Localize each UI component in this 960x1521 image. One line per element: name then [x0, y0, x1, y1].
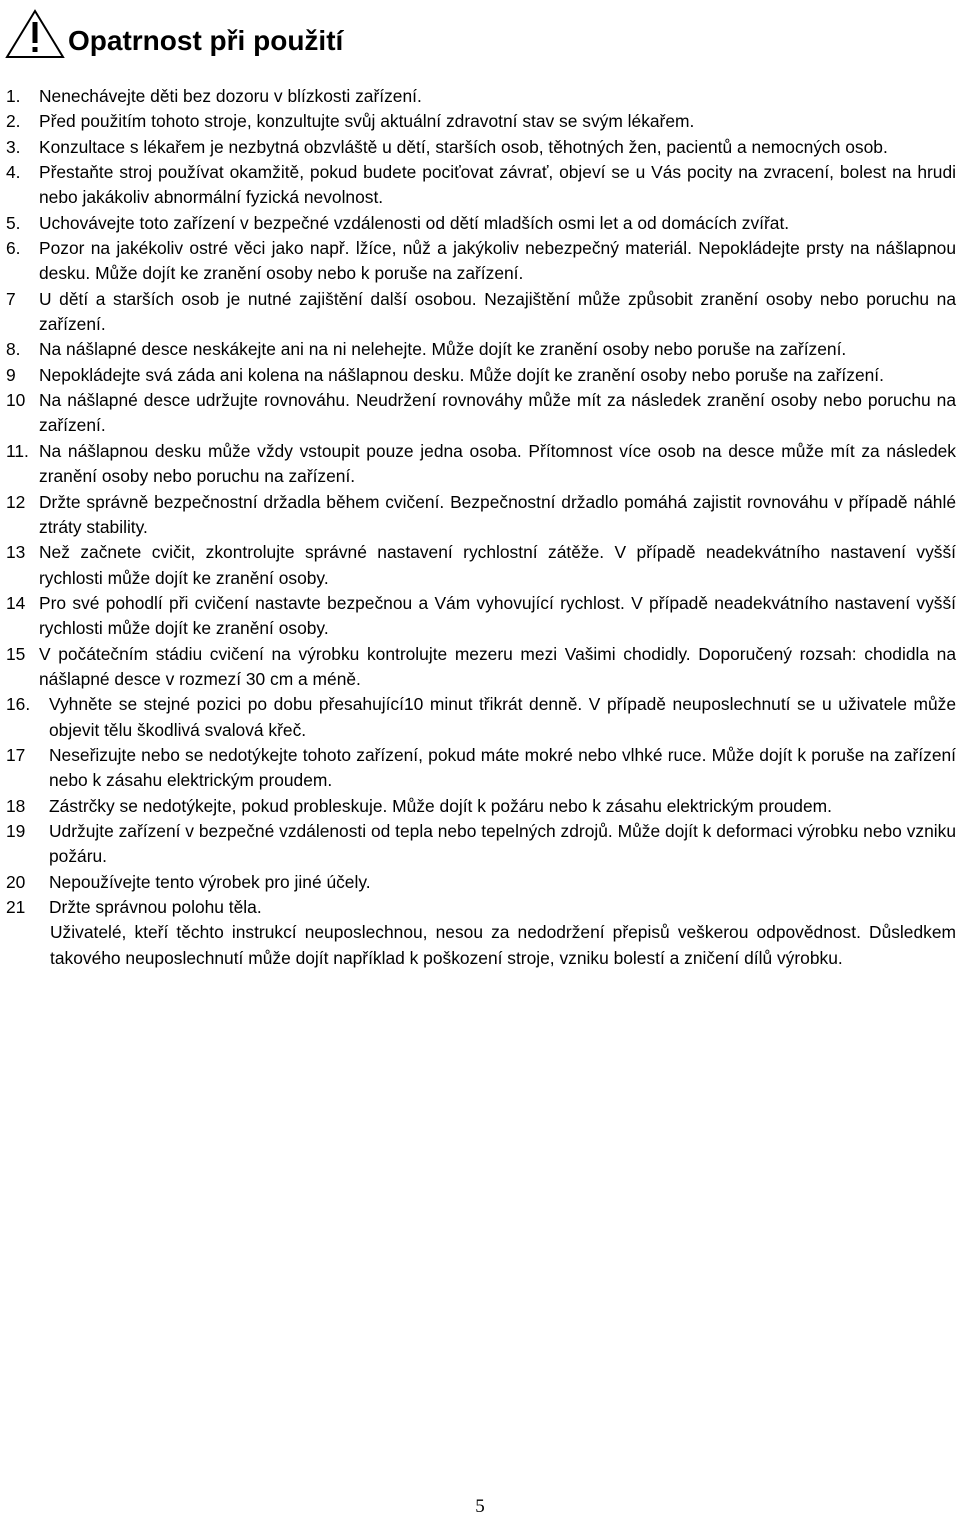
page-title: Opatrnost při použití — [68, 25, 344, 56]
item-number: 11. — [6, 440, 29, 461]
item-text: U dětí a starších osob je nutné zajištění další osobou. Nezajištění může způsobit zranění osoby nebo poruchu na zařízení. — [39, 288, 956, 335]
item-text: Nepoužívejte tento výrobek pro jiné účely. — [49, 871, 371, 892]
header — [4, 4, 343, 64]
item-number: 20 — [6, 871, 26, 892]
list-item — [6, 591, 956, 642]
warning-triangle-icon — [4, 8, 66, 60]
item-text: V počátečním stádiu cvičení na výrobku kontrolujte mezeru mezi Vašimi chodidly. Doporučený rozsah: chodidla na nášlapné desce v rozmezí 30 cm a méně. — [39, 643, 956, 689]
item-text: Na nášlapnou desku může vždy vstoupit pouze jedna osoba. Přítomnost více osob na desce může mít za následek zranění osoby nebo poruchu na zařízení. — [39, 440, 956, 487]
item-number: 5. — [6, 212, 21, 233]
list-item — [6, 84, 956, 109]
item-number: 12 — [6, 491, 26, 512]
list-item — [6, 388, 956, 439]
list-item — [6, 287, 956, 338]
item-text: Zástrčky se nedotýkejte, pokud probleskuje. Může dojít k požáru nebo k zásahu elektrickým proudem. — [49, 795, 832, 816]
item-number: 17 — [6, 744, 26, 765]
list-item — [6, 743, 956, 794]
item-text: Na nášlapné desce neskákejte ani na ni nelehejte. Může dojít ke zranění osoby nebo poruše na zařízení. — [39, 339, 847, 360]
item-number: 13 — [6, 542, 26, 563]
item-number: 18 — [6, 795, 26, 816]
item-number: 19 — [6, 820, 26, 841]
item-text: Vyhněte se stejné pozici po dobu přesahující10 minut třikrát denně. V případě neuposlechnutí se u uživatele může objevit tělu škodlivá svalová křeč. — [49, 694, 956, 740]
item-number: 9 — [6, 364, 16, 385]
list-item — [6, 490, 956, 541]
item-text: Přestaňte stroj používat okamžitě, pokud budete pociťovat závrať, objeví se u Vás pocity na zvracení, bolest na hrudi nebo jakákoliv abnormální fyzická nevolnost. — [39, 162, 956, 208]
item-text: Před použitím tohoto stroje, konzultujte svůj aktuální zdravotní stav se svým lékařem. — [39, 111, 695, 132]
closing-paragraph: Uživatelé, kteří těchto instrukcí neuposlechnou, nesou za nedodržení přepisů veškerou odpovědnost. Důsledkem takového neuposlechnutí může dojít například k poškození stroje, vzniku bolestí a zničení dílů výrobku. — [50, 922, 956, 968]
item-text: Na nášlapné desce udržujte rovnováhu. Neudržení rovnováhy může mít za následek zranění osoby nebo poruchu na zařízení. — [39, 390, 956, 436]
list-item — [6, 160, 956, 211]
item-number: 2. — [6, 111, 21, 132]
item-number: 7 — [6, 288, 16, 309]
item-number: 15 — [6, 643, 26, 664]
list-item — [6, 642, 956, 693]
list-item — [6, 439, 956, 490]
item-number: 1. — [6, 86, 21, 106]
item-text: Pro své pohodlí při cvičení nastavte bezpečnou a Vám vyhovující rychlost. V případě neadekvátního nastavení vyšší rychlosti může dojít ke zranění osoby. — [39, 592, 956, 639]
list-item — [6, 135, 956, 160]
item-text: Nenechávejte děti bez dozoru v blízkosti zařízení. — [39, 86, 422, 106]
item-text: Nepokládejte svá záda ani kolena na nášlapnou desku. Může dojít ke zranění osoby nebo poruše na zařízení. — [39, 364, 884, 385]
item-text: Uchovávejte toto zařízení v bezpečné vzdálenosti od dětí mladších osmi let a od domácích zvířat. — [39, 212, 790, 233]
item-number: 21 — [6, 897, 26, 917]
item-text: Než začnete cvičit, zkontrolujte správné nastavení rychlostní zátěže. V případě neadekvátního nastavení vyšší rychlosti může dojít ke zranění osoby. — [39, 542, 956, 588]
caution-list — [6, 84, 956, 971]
list-item — [6, 363, 956, 388]
item-number: 3. — [6, 136, 21, 157]
item-text: Konzultace s lékařem je nezbytná obzvláště u dětí, starších osob, těhotných žen, pacientů a nemocných osob. — [39, 136, 888, 157]
list-item — [6, 540, 956, 591]
item-text: Neseřizujte nebo se nedotýkejte tohoto zařízení, pokud máte mokré nebo vlhké ruce. Může dojít k poruše na zařízení nebo k zásahu elektrickým proudem. — [49, 744, 956, 791]
list-item — [6, 211, 956, 236]
list-item — [6, 109, 956, 134]
list-item — [6, 692, 956, 743]
list-item — [6, 870, 956, 895]
item-text: Udržujte zařízení v bezpečné vzdálenosti od tepla nebo tepelných zdrojů. Může dojít k deformaci výrobku nebo vzniku požáru. — [49, 820, 956, 867]
item-number: 14 — [6, 592, 26, 613]
list-item — [6, 794, 956, 819]
item-number: 4. — [6, 162, 21, 183]
list-item — [6, 819, 956, 870]
list-item — [6, 337, 956, 362]
item-text: Pozor na jakékoliv ostré věci jako např. lžíce, nůž a jakýkoliv nebezpečný materiál. Nepokládejte prsty na nášlapnou desku. Může dojít ke zranění osoby nebo k poruše na zařízení. — [39, 238, 956, 284]
item-number: 16. — [6, 694, 31, 715]
item-text: Držte správnou polohu těla. — [49, 897, 262, 917]
page-number: 5 — [475, 1496, 485, 1517]
item-text: Držte správně bezpečnostní držadla během cvičení. Bezpečnostní držadlo pomáhá zajistit rovnováhu v případě náhlé ztráty stability. — [39, 491, 956, 537]
item-number: 8. — [6, 339, 21, 360]
item-number: 10 — [6, 390, 26, 411]
list-item — [6, 895, 956, 920]
item-number: 6. — [6, 238, 21, 259]
list-item — [6, 236, 956, 287]
